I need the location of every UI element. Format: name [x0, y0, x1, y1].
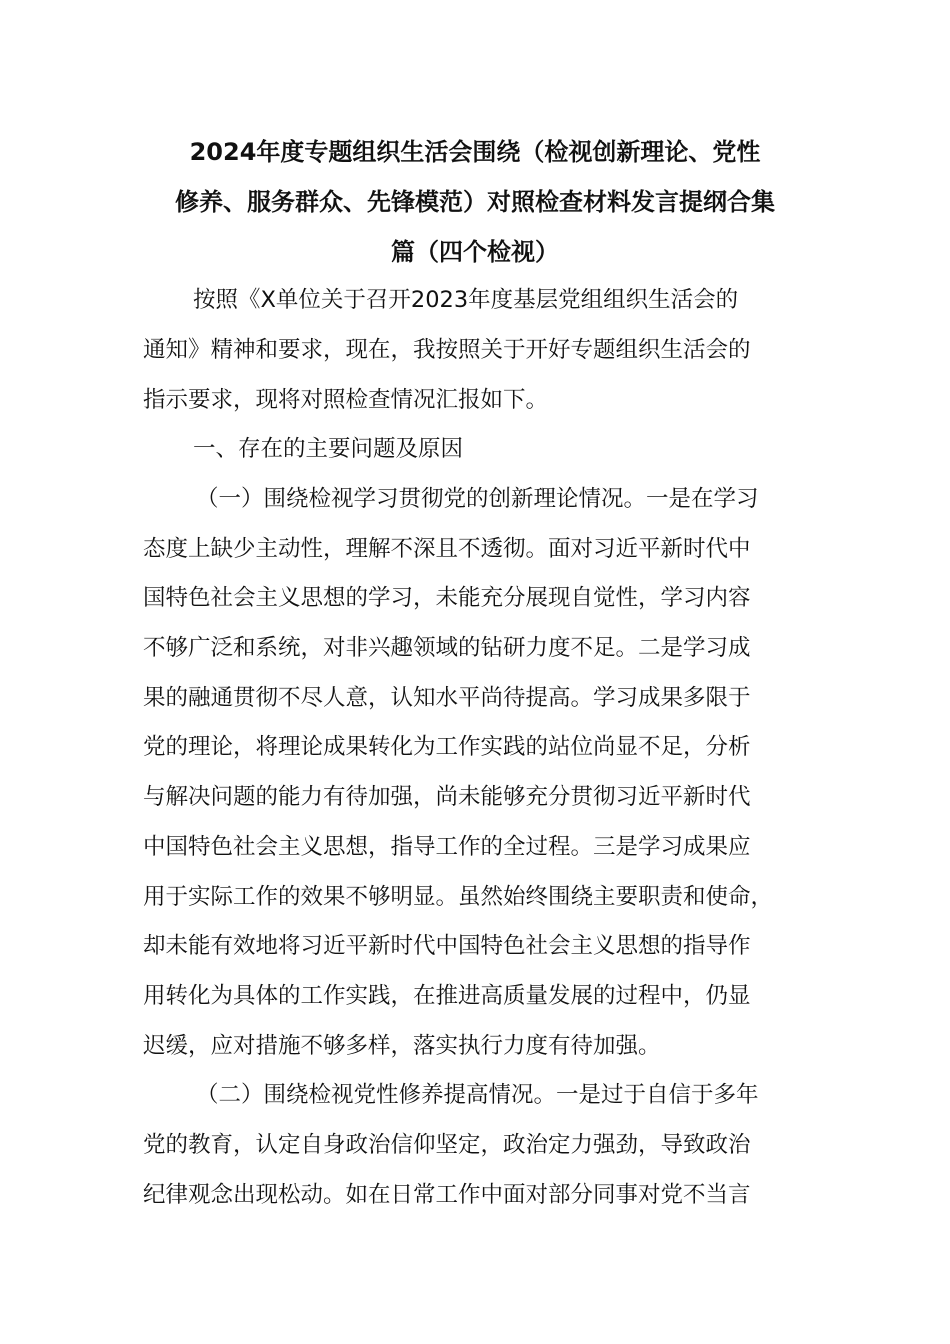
paragraph-1-line-4: 不够广泛和系统，对非兴趣领域的钻研力度不足。二是学习成 [143, 635, 751, 661]
paragraph-1-line-5: 果的融通贯彻不尽人意，认知水平尚待提高。学习成果多限于 [143, 685, 751, 711]
paragraph-1-line-1: （一）围绕检视学习贯彻党的创新理论情况。一是在学习 [196, 486, 759, 512]
document-title-line-2: 修养、服务群众、先锋模范）对照检查材料发言提纲合集 [175, 188, 775, 216]
paragraph-1-line-2: 态度上缺少主动性，理解不深且不透彻。面对习近平新时代中 [143, 536, 751, 562]
paragraph-1-line-7: 与解决问题的能力有待加强，尚未能够充分贯彻习近平新时代 [143, 784, 751, 810]
paragraph-1-line-10: 却未能有效地将习近平新时代中国特色社会主义思想的指导作 [143, 933, 751, 959]
paragraph-intro-line-3: 指示要求，现将对照检查情况汇报如下。 [143, 387, 549, 413]
section-heading-1: 一、存在的主要问题及原因 [193, 436, 464, 462]
paragraph-1-line-6: 党的理论，将理论成果转化为工作实践的站位尚显不足，分析 [143, 734, 751, 760]
paragraph-1-line-9: 用于实际工作的效果不够明显。虽然始终围绕主要职责和使命， [143, 884, 774, 910]
paragraph-2-line-3: 纪律观念出现松动。如在日常工作中面对部分同事对党不当言 [143, 1182, 751, 1208]
paragraph-1-line-11: 用转化为具体的工作实践，在推进高质量发展的过程中，仍显 [143, 983, 751, 1009]
document-title-line-3: 篇（四个检视） [391, 238, 559, 266]
paragraph-1-line-12: 迟缓，应对措施不够多样，落实执行力度有待加强。 [143, 1033, 661, 1059]
paragraph-2-line-1: （二）围绕检视党性修养提高情况。一是过于自信于多年 [196, 1082, 759, 1108]
paragraph-2-line-2: 党的教育，认定自身政治信仰坚定，政治定力强劲，导致政治 [143, 1132, 751, 1158]
paragraph-intro-line-2: 通知》精神和要求，现在，我按照关于开好专题组织生活会的 [143, 337, 751, 363]
paragraph-intro-line-1: 按照《X单位关于召开2023年度基层党组组织生活会的 [193, 287, 739, 313]
paragraph-1-line-8: 中国特色社会主义思想，指导工作的全过程。三是学习成果应 [143, 834, 751, 860]
paragraph-1-line-3: 国特色社会主义思想的学习，未能充分展现自觉性，学习内容 [143, 585, 751, 611]
document-title-line-1: 2024年度专题组织生活会围绕（检视创新理论、党性 [189, 138, 761, 166]
